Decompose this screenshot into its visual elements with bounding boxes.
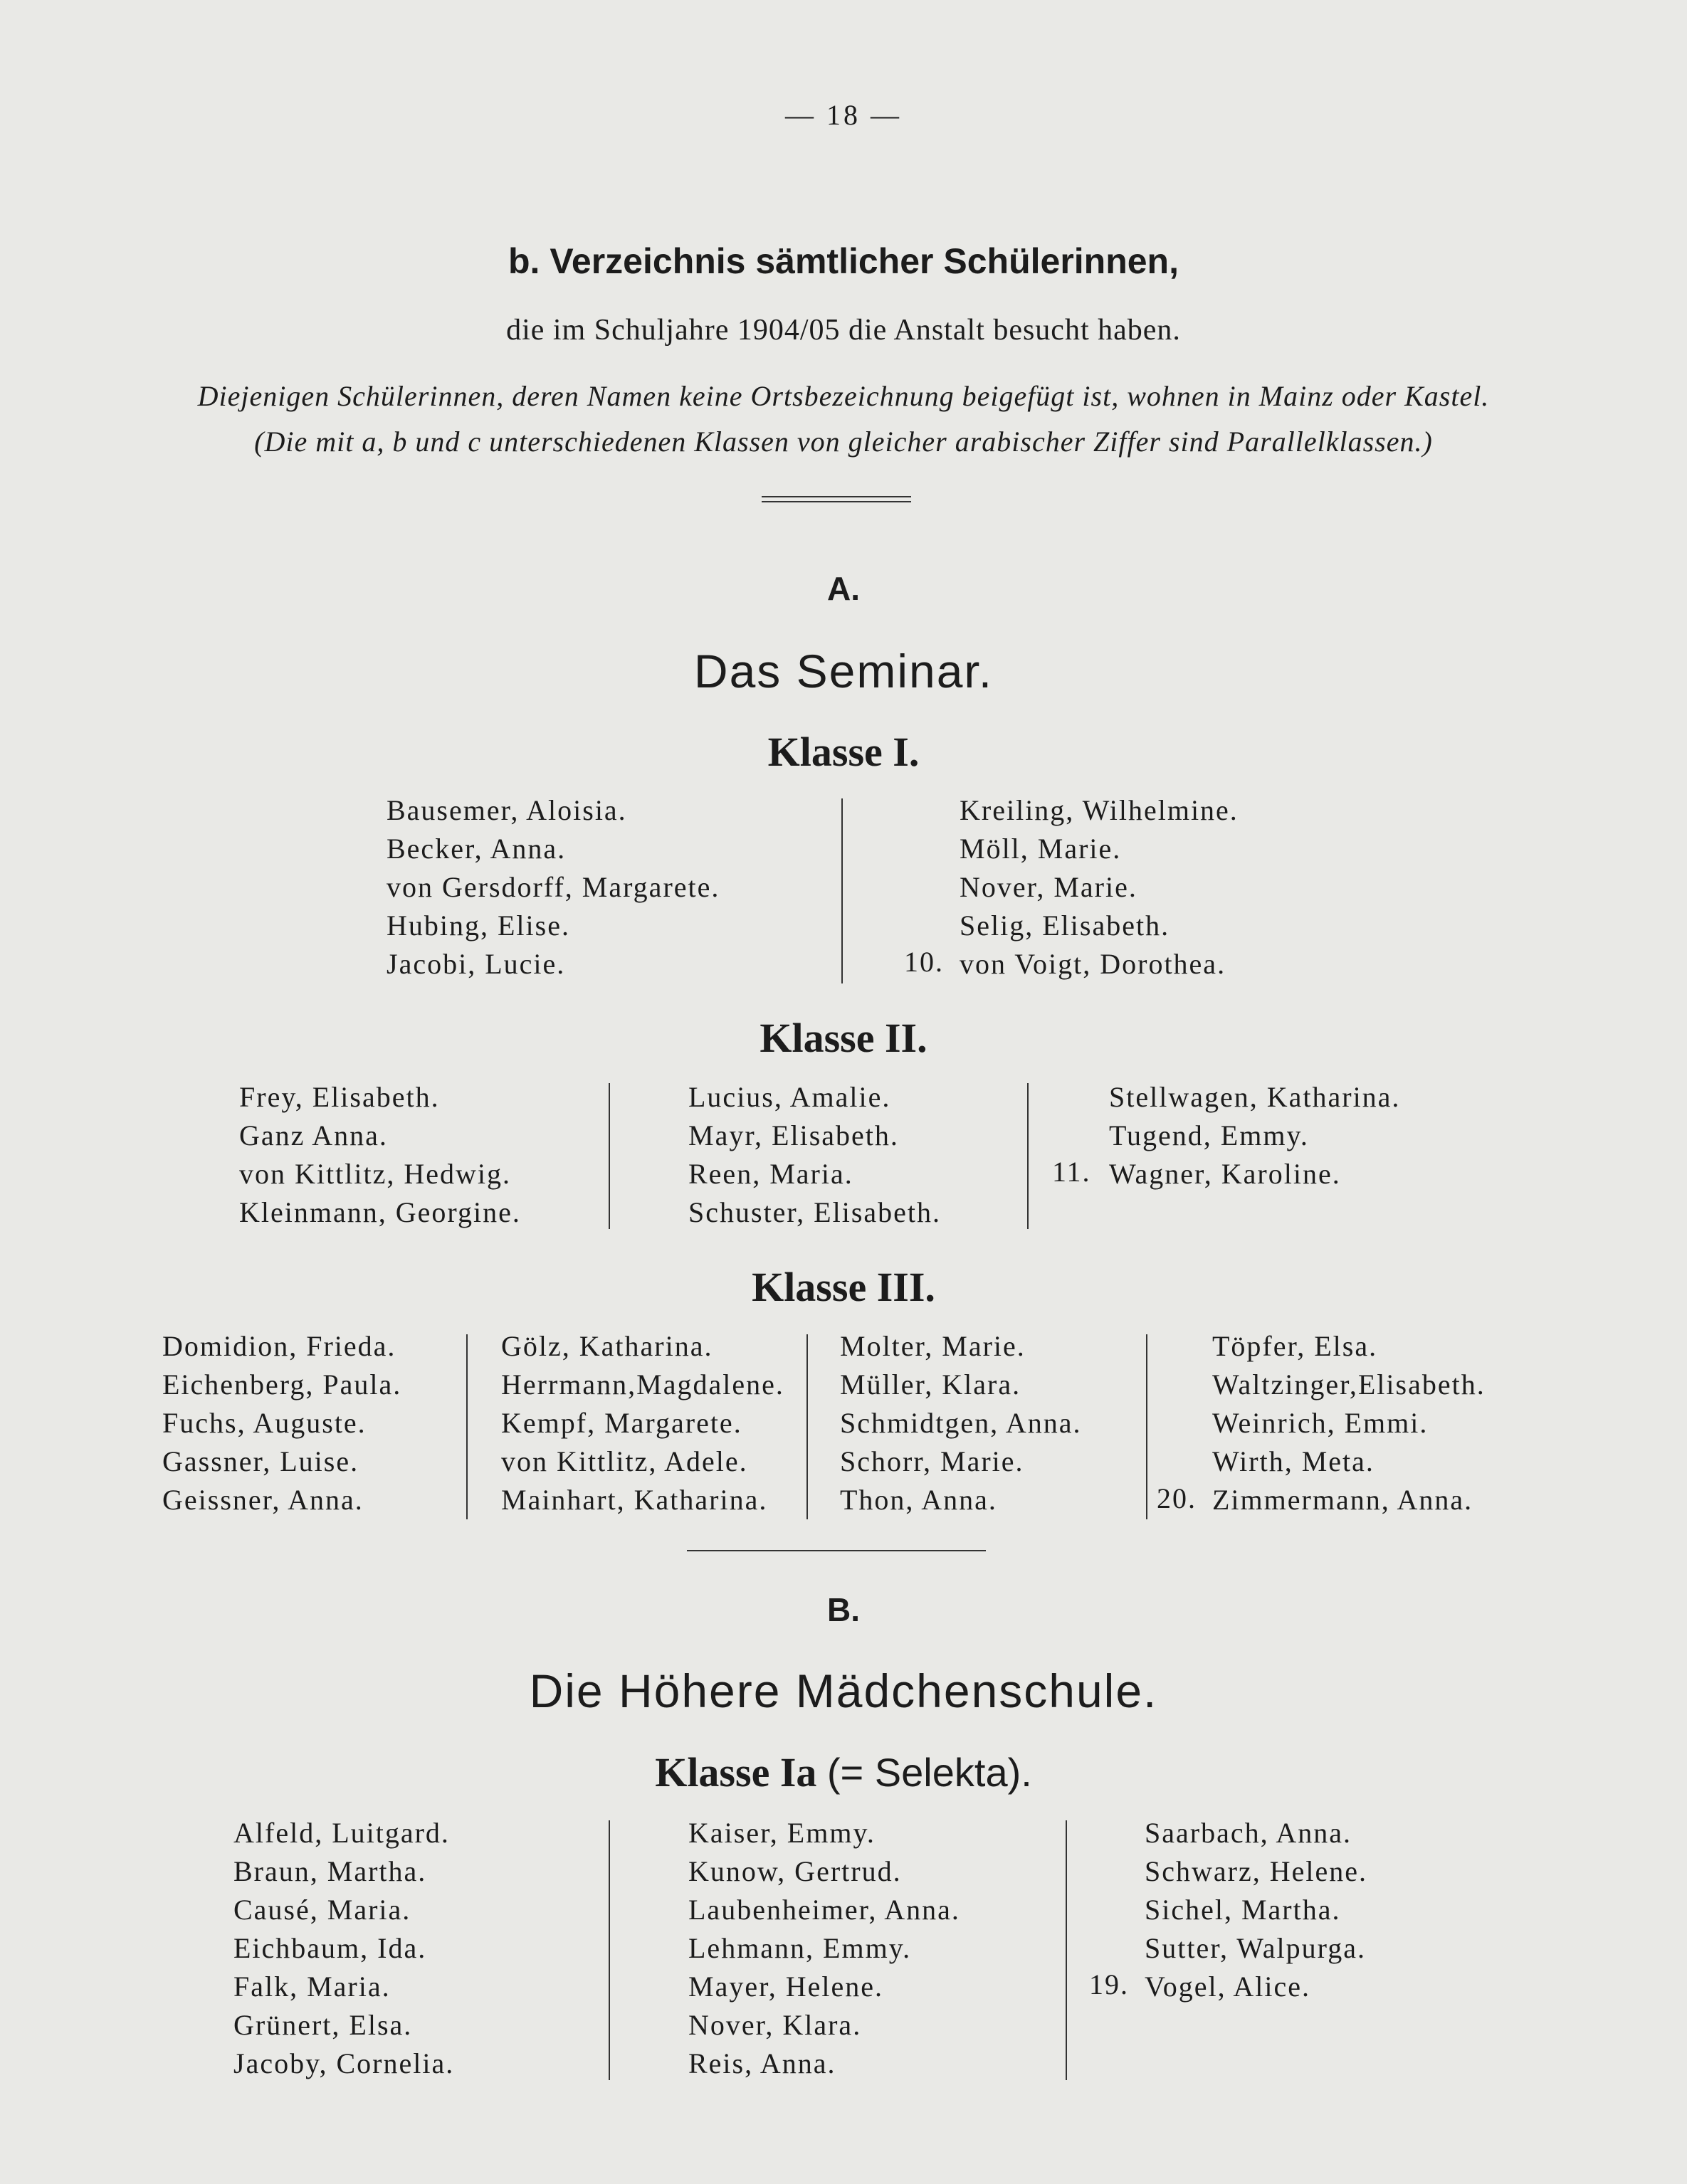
student-name: Schmidtgen, Anna. <box>840 1407 1082 1439</box>
student-name: Braun, Martha. <box>233 1855 427 1887</box>
klasse-1a-column-2 <box>688 1814 960 2083</box>
student-name: Vogel, Alice. <box>1145 1971 1311 2003</box>
student-name: Grünert, Elsa. <box>233 2009 413 2041</box>
student-name: Fuchs, Auguste. <box>162 1407 367 1439</box>
student-name: Falk, Maria. <box>233 1971 391 2003</box>
klasse-1a-column-1 <box>233 1814 454 2083</box>
student-name: Jacobi, Lucie. <box>387 948 566 980</box>
student-name: Schwarz, Helene. <box>1145 1855 1367 1887</box>
student-name: von Kittlitz, Adele. <box>501 1445 748 1477</box>
klasse-1a-selekta: (= Selekta). <box>826 1750 1032 1795</box>
student-name: Nover, Marie. <box>960 871 1137 903</box>
section-divider <box>687 1550 986 1551</box>
student-name: Mainhart, Katharina. <box>501 1484 768 1516</box>
column-divider <box>1146 1334 1147 1519</box>
student-name: Geissner, Anna. <box>162 1484 364 1516</box>
section-b-letter: B. <box>827 1591 860 1628</box>
student-name: Bausemer, Aloisia. <box>387 794 627 826</box>
student-name: Zimmermann, Anna. <box>1212 1484 1473 1516</box>
column-divider <box>841 798 843 983</box>
section-a-letter: A. <box>827 570 860 607</box>
student-name: Töpfer, Elsa. <box>1212 1330 1378 1362</box>
student-name: Lehmann, Emmy. <box>688 1932 912 1964</box>
student-name: Gassner, Luise. <box>162 1445 359 1477</box>
student-name: Thon, Anna. <box>840 1484 997 1516</box>
section-b-title: Die Höhere Mädchenschule. <box>529 1665 1158 1717</box>
klasse-3-count: 20. <box>1157 1482 1197 1514</box>
klasse-1a-count: 19. <box>1089 1968 1129 2000</box>
student-name: Sutter, Walpurga. <box>1145 1932 1366 1964</box>
student-name: Eichenberg, Paula. <box>162 1368 402 1400</box>
klasse-3-column-1 <box>162 1327 401 1519</box>
klasse-3-column-2 <box>501 1327 784 1519</box>
student-name: von Voigt, Dorothea. <box>960 948 1226 980</box>
subtitle: die im Schuljahre 1904/05 die Anstalt besucht haben. <box>506 314 1181 347</box>
klasse-2-column-3 <box>1109 1078 1400 1193</box>
student-name: Weinrich, Emmi. <box>1212 1407 1429 1439</box>
student-name: Stellwagen, Katharina. <box>1109 1081 1401 1113</box>
student-name: Schuster, Elisabeth. <box>688 1196 941 1228</box>
student-name: Tugend, Emmy. <box>1109 1119 1309 1151</box>
student-name: Möll, Marie. <box>960 833 1122 865</box>
double-divider <box>762 496 911 502</box>
student-name: Gölz, Katharina. <box>501 1330 713 1362</box>
student-name: Domidion, Frieda. <box>162 1330 396 1362</box>
klasse-1-column-2 <box>960 791 1239 983</box>
student-name: Reen, Maria. <box>688 1158 853 1190</box>
section-a-title: Das Seminar. <box>693 645 994 697</box>
student-name: Frey, Elisabeth. <box>239 1081 440 1113</box>
student-name: Selig, Elisabeth. <box>960 909 1170 941</box>
student-name: Reis, Anna. <box>688 2047 836 2079</box>
student-name: Mayer, Helene. <box>688 1971 884 2003</box>
student-name: Sichel, Martha. <box>1145 1894 1341 1926</box>
klasse-2-column-1 <box>239 1078 521 1232</box>
klasse-1a-title <box>0 1748 1687 1796</box>
student-name: Alfeld, Luitgard. <box>233 1817 450 1849</box>
page-number: — 18 — <box>785 99 902 131</box>
klasse-1a-label: Klasse Ia <box>655 1749 817 1795</box>
student-name: Kaiser, Emmy. <box>688 1817 876 1849</box>
column-divider <box>806 1334 808 1519</box>
student-name: Müller, Klara. <box>840 1368 1021 1400</box>
klasse-3-title: Klasse III. <box>752 1264 935 1310</box>
student-name: Schorr, Marie. <box>840 1445 1024 1477</box>
student-name: Kreiling, Wilhelmine. <box>960 794 1239 826</box>
student-name: Wagner, Karoline. <box>1109 1158 1341 1190</box>
column-divider <box>466 1334 468 1519</box>
student-name: Mayr, Elisabeth. <box>688 1119 899 1151</box>
student-name: Hubing, Elise. <box>387 909 570 941</box>
student-name: Lucius, Amalie. <box>688 1081 891 1113</box>
page-heading: b. Verzeichnis sämtlicher Schülerinnen, <box>508 241 1179 281</box>
student-name: Saarbach, Anna. <box>1145 1817 1352 1849</box>
column-divider <box>1027 1083 1029 1229</box>
klasse-2-column-2 <box>688 1078 941 1232</box>
student-name: Nover, Klara. <box>688 2009 862 2041</box>
student-name: Eichbaum, Ida. <box>233 1932 427 1964</box>
student-name: Herrmann,Magdalene. <box>501 1368 784 1400</box>
student-name: Ganz Anna. <box>239 1119 388 1151</box>
klasse-3-column-4 <box>1212 1327 1486 1519</box>
student-name: Waltzinger,Elisabeth. <box>1212 1368 1486 1400</box>
column-divider <box>609 1820 610 2080</box>
student-name: Molter, Marie. <box>840 1330 1026 1362</box>
student-name: Causé, Maria. <box>233 1894 411 1926</box>
klasse-1-title: Klasse I. <box>767 729 920 775</box>
student-name: Laubenheimer, Anna. <box>688 1894 960 1926</box>
klasse-1a-column-3 <box>1145 1814 1367 2006</box>
student-name: von Kittlitz, Hedwig. <box>239 1158 511 1190</box>
column-divider <box>1066 1820 1067 2080</box>
klasse-1-count: 10. <box>904 946 944 978</box>
student-name: von Gersdorff, Margarete. <box>387 871 720 903</box>
student-name: Kleinmann, Georgine. <box>239 1196 521 1228</box>
student-name: Wirth, Meta. <box>1212 1445 1375 1477</box>
student-name: Kunow, Gertrud. <box>688 1855 902 1887</box>
klasse-1-column-1 <box>387 791 720 983</box>
student-name: Kempf, Margarete. <box>501 1407 742 1439</box>
klasse-2-count: 11. <box>1052 1156 1091 1188</box>
student-name: Becker, Anna. <box>387 833 567 865</box>
klasse-2-title: Klasse II. <box>760 1015 927 1061</box>
column-divider <box>609 1083 610 1229</box>
parallel-class-note: (Die mit a, b und c unterschiedenen Klassen von gleicher arabischer Ziffer sind Parallelklassen.) <box>254 426 1433 458</box>
klasse-3-column-3 <box>840 1327 1082 1519</box>
student-name: Jacoby, Cornelia. <box>233 2047 455 2079</box>
residence-note: Diejenigen Schülerinnen, deren Namen keine Ortsbezeichnung beigefügt ist, wohnen in Mainz oder Kastel. <box>197 380 1490 412</box>
